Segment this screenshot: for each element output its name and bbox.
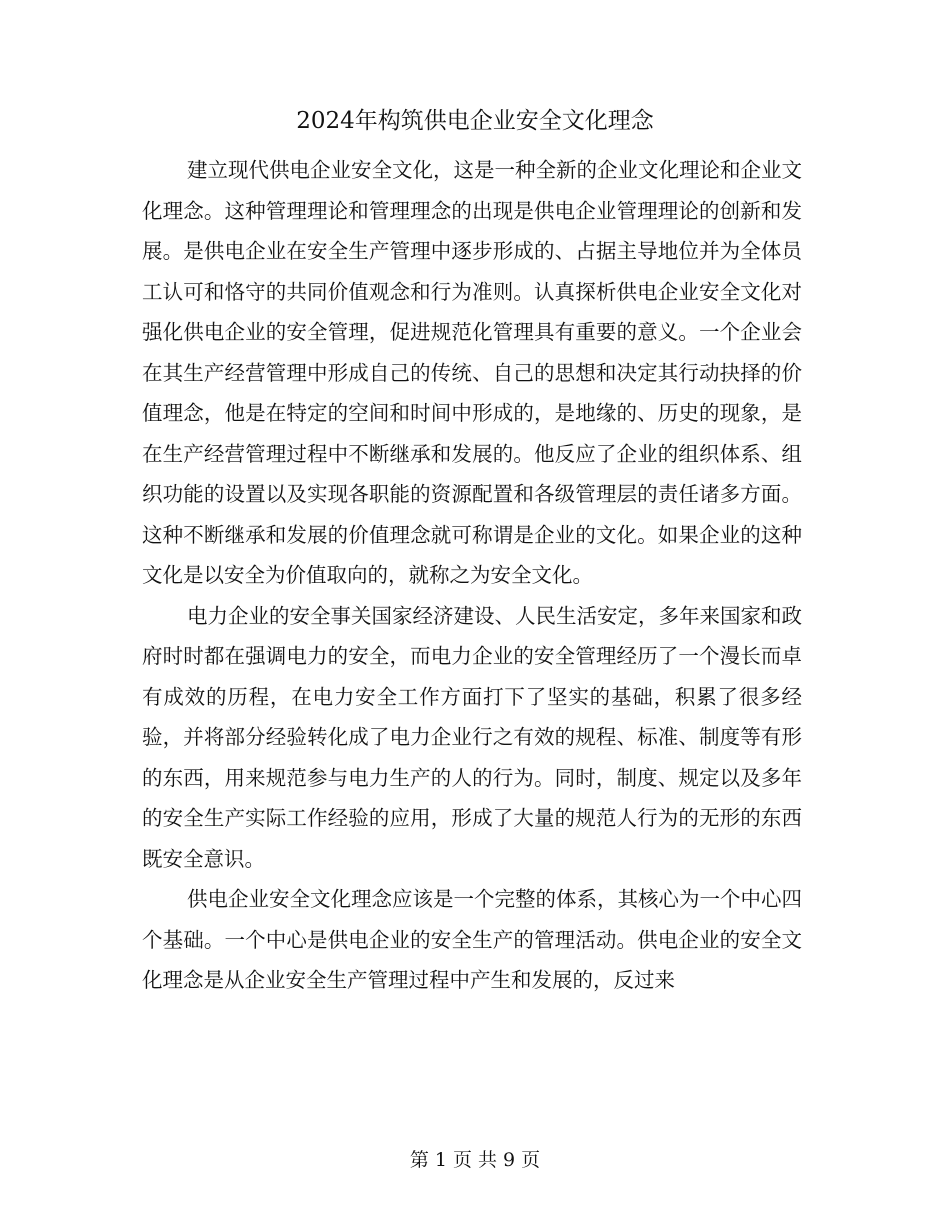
- paragraph-1: 建立现代供电企业安全文化，这是一种全新的企业文化理论和企业文化理念。这种管理理论和管理理念的出现是供电企业管理理论的创新和发展。是供电企业在安全生产管理中逐步形成的、占据主导地位并为全体员工认可和恪守的共同价值观念和行为准则。认真探析供电企业安全文化对强化供电企业的安全管理，促进规范化管理具有重要的意义。一个企业会在其生产经营管理中形成自己的传统、自己的思想和决定其行动抉择的价值理念，他是在特定的空间和时间中形成的，是地缘的、历史的现象，是在生产经营管理过程中不断继承和发展的。他反应了企业的组织体系、组织功能的设置以及实现各职能的资源配置和各级管理层的责任诸多方面。这种不断继承和发展的价值理念就可称谓是企业的文化。如果企业的这种文化是以安全为价值取向的，就称之为安全文化。: [142, 158, 802, 587]
- paragraph-3: 供电企业安全文化理念应该是一个完整的体系，其核心为一个中心四个基础。一个中心是供电企业的安全生产的管理活动。供电企业的安全文化理念是从企业安全生产管理过程中产生和发展的，反过来: [142, 887, 802, 992]
- page-number: 第 1 页 共 9 页: [409, 1149, 541, 1171]
- paragraph-2: 电力企业的安全事关国家经济建设、人民生活安定，多年来国家和政府时时都在强调电力的安全，而电力企业的安全管理经历了一个漫长而卓有成效的历程，在电力安全工作方面打下了坚实的基础，积累了很多经验，并将部分经验转化成了电力企业行之有效的规程、标准、制度等有形的东西，用来规范参与电力生产的人的行为。同时，制度、规定以及多年的安全生产实际工作经验的应用，形成了大量的规范人行为的无形的东西既安全意识。: [142, 603, 802, 871]
- document-body: [142, 150, 802, 1001]
- document-title: 2024年构筑供电企业安全文化理念: [296, 108, 654, 134]
